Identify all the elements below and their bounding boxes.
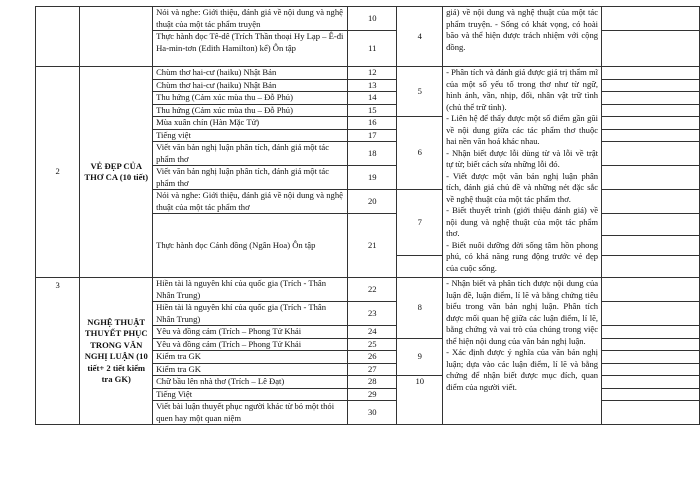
lesson-cell: Kiểm tra GK bbox=[153, 363, 348, 376]
week-cell: 4 bbox=[397, 7, 443, 67]
lesson-cell: Hiền tài là nguyên khí của quốc gia (Trích - Thân Nhân Trung) bbox=[153, 302, 348, 326]
lesson-cell: Viết văn bản nghị luận phân tích, đánh giá một tác phẩm thơ bbox=[153, 142, 348, 166]
period-cell: 15 bbox=[348, 104, 397, 117]
lesson-cell: Thu hứng (Cảm xúc mùa thu – Đỗ Phủ) bbox=[153, 104, 348, 117]
period-cell: 23 bbox=[348, 302, 397, 326]
week-cell bbox=[397, 256, 443, 278]
note-cell bbox=[602, 388, 700, 401]
requirement-item: - Phân tích và đánh giá được giá trị thẩm mĩ của một số yếu tố trong thơ như từ ngữ, hình ảnh, vần, nhịp, đối, nhân vật trữ tình (chủ thể trữ tình). bbox=[446, 67, 599, 112]
period-cell: 29 bbox=[348, 388, 397, 401]
note-cell bbox=[602, 92, 700, 105]
note-cell bbox=[602, 129, 700, 142]
period-cell: 21 bbox=[348, 214, 397, 278]
note-cell bbox=[602, 326, 700, 339]
note-cell bbox=[602, 31, 700, 67]
note-cell bbox=[602, 166, 700, 190]
period-cell: 18 bbox=[348, 142, 397, 166]
lesson-cell: Viết bài luận thuyết phục người khác từ bỏ một thói quen hay một quan niệm bbox=[153, 401, 348, 425]
period-cell: 26 bbox=[348, 351, 397, 364]
requirement-item: - Xác định được ý nghĩa của văn bản nghị luận; dựa vào các luận điểm, lí lẽ và bằng chứng để nhận biết được mục đích, quan điểm của người viết. bbox=[446, 347, 599, 392]
lesson-cell: Tiếng Việt bbox=[153, 388, 348, 401]
period-cell: 17 bbox=[348, 129, 397, 142]
lesson-cell: Thực hành đọc Tê-dê (Trích Thần thoại Hy Lạp – Ê-đi Ha-min-tơn (Edith Hamilton) kể) Ôn tập bbox=[153, 31, 348, 67]
period-cell: 14 bbox=[348, 92, 397, 105]
note-cell bbox=[602, 302, 700, 326]
unit-number bbox=[36, 7, 80, 67]
lesson-cell: Thực hành đọc Cánh đồng (Ngân Hoa) Ôn tập bbox=[153, 214, 348, 278]
lesson-cell: Yêu và đồng cảm (Trích – Phong Tử Khải bbox=[153, 338, 348, 351]
period-cell: 11 bbox=[348, 31, 397, 67]
period-cell: 30 bbox=[348, 401, 397, 425]
requirement-item: - Viết được một văn bản nghị luận phân tích, đánh giá chủ đề và những nét đặc sắc về nghệ thuật của một tác phẩm thơ. bbox=[446, 170, 599, 204]
note-cell bbox=[602, 79, 700, 92]
requirement-item: - Biết thuyết trình (giới thiệu đánh giá) về nội dung và nghệ thuật của một tác phẩm thơ. bbox=[446, 205, 599, 238]
period-cell: 22 bbox=[348, 278, 397, 302]
note-cell bbox=[602, 338, 700, 351]
requirements-cell: giá) về nội dung và nghệ thuật của một tác phẩm truyện. - Sống có khát vọng, có hoài bão và thể hiện được trách nhiệm với cộng đồng. bbox=[443, 7, 602, 67]
lesson-cell: Chùm thơ hai-cư (haiku) Nhật Bản bbox=[153, 67, 348, 80]
period-cell: 12 bbox=[348, 67, 397, 80]
note-cell bbox=[602, 67, 700, 80]
week-cell: 6 bbox=[397, 117, 443, 190]
unit-name: VẺ ĐẸP CỦA THƠ CA (10 tiết) bbox=[80, 67, 153, 278]
lesson-cell: Nói và nghe: Giới thiệu, đánh giá về nội dung và nghệ thuật của một tác phẩm truyện bbox=[153, 7, 348, 31]
lesson-cell: Viết văn bản nghị luận phân tích, đánh giá một tác phẩm thơ bbox=[153, 166, 348, 190]
week-cell: 7 bbox=[397, 190, 443, 256]
note-cell bbox=[602, 7, 700, 31]
period-cell: 13 bbox=[348, 79, 397, 92]
note-cell bbox=[602, 236, 700, 256]
note-cell bbox=[602, 104, 700, 117]
note-cell bbox=[602, 376, 700, 389]
requirements-cell bbox=[443, 278, 602, 425]
note-cell bbox=[602, 256, 700, 278]
requirement-item: - Nhận biết và phân tích được nội dung của luận đề, luận điểm, lí lẽ và bằng chứng tiêu biểu trong văn bản nghị luận. Phân tích được mối quan hệ giữa các luận điểm, lí lẽ, bằng chứng và vai trò của chúng trong việc thể hiện nội dung của văn bản nghị luận. bbox=[446, 278, 599, 346]
lesson-cell: Thu hứng (Cảm xúc mùa thu – Đỗ Phủ) bbox=[153, 92, 348, 105]
week-cell: 8 bbox=[397, 278, 443, 339]
period-cell: 19 bbox=[348, 166, 397, 190]
unit-name: NGHỆ THUẬT THUYẾT PHỤC TRONG VĂN NGHỊ LUẬN (10 tiết+ 2 tiết kiểm tra GK) bbox=[80, 278, 153, 425]
week-cell: 5 bbox=[397, 67, 443, 117]
period-cell: 10 bbox=[348, 7, 397, 31]
unit-number: 3 bbox=[36, 278, 80, 425]
note-cell bbox=[602, 351, 700, 364]
period-cell: 24 bbox=[348, 326, 397, 339]
requirement-item: - Biết nuôi dưỡng đời sống tâm hồn phong phú, có khả năng rung động trước vẻ đẹp của cuộc sống. bbox=[446, 239, 599, 273]
lesson-cell: Tiếng việt bbox=[153, 129, 348, 142]
lesson-cell: Chùm thơ hai-cư (haiku) Nhật Bản bbox=[153, 79, 348, 92]
period-cell: 25 bbox=[348, 338, 397, 351]
week-cell: 10 bbox=[397, 376, 443, 425]
unit-number: 2 bbox=[36, 67, 80, 278]
unit-name bbox=[80, 7, 153, 67]
period-cell: 16 bbox=[348, 117, 397, 130]
lesson-cell: Nói và nghe: Giới thiệu, đánh giá về nội dung và nghệ thuật của một tác phẩm thơ bbox=[153, 190, 348, 214]
note-cell bbox=[602, 278, 700, 302]
lesson-cell: Hiền tài là nguyên khí của quốc gia (Trích - Thân Nhân Trung) bbox=[153, 278, 348, 302]
period-cell: 27 bbox=[348, 363, 397, 376]
note-cell bbox=[602, 214, 700, 236]
note-cell bbox=[602, 363, 700, 376]
requirement-item: - Liên hệ để thấy được một số điểm gần gũi về nội dung giữa các tác phẩm thơ thuộc hai nền văn hoá khác nhau. bbox=[446, 113, 599, 146]
requirement-item: - Nhận biết được lỗi dùng từ và lỗi về trật tự từ; biết cách sửa những lỗi đó. bbox=[446, 147, 599, 169]
curriculum-table bbox=[35, 6, 700, 425]
note-cell bbox=[602, 401, 700, 425]
note-cell bbox=[602, 142, 700, 166]
week-cell: 9 bbox=[397, 338, 443, 376]
period-cell: 28 bbox=[348, 376, 397, 389]
note-cell bbox=[602, 117, 700, 130]
lesson-cell: Kiểm tra GK bbox=[153, 351, 348, 364]
lesson-cell: Yêu và đồng cảm (Trích – Phong Tử Khải bbox=[153, 326, 348, 339]
requirements-cell bbox=[443, 67, 602, 278]
lesson-cell: Chữ bầu lên nhà thơ (Trích – Lê Đạt) bbox=[153, 376, 348, 389]
period-cell: 20 bbox=[348, 190, 397, 214]
lesson-cell: Mùa xuân chín (Hàn Mặc Tử) bbox=[153, 117, 348, 130]
note-cell bbox=[602, 190, 700, 214]
